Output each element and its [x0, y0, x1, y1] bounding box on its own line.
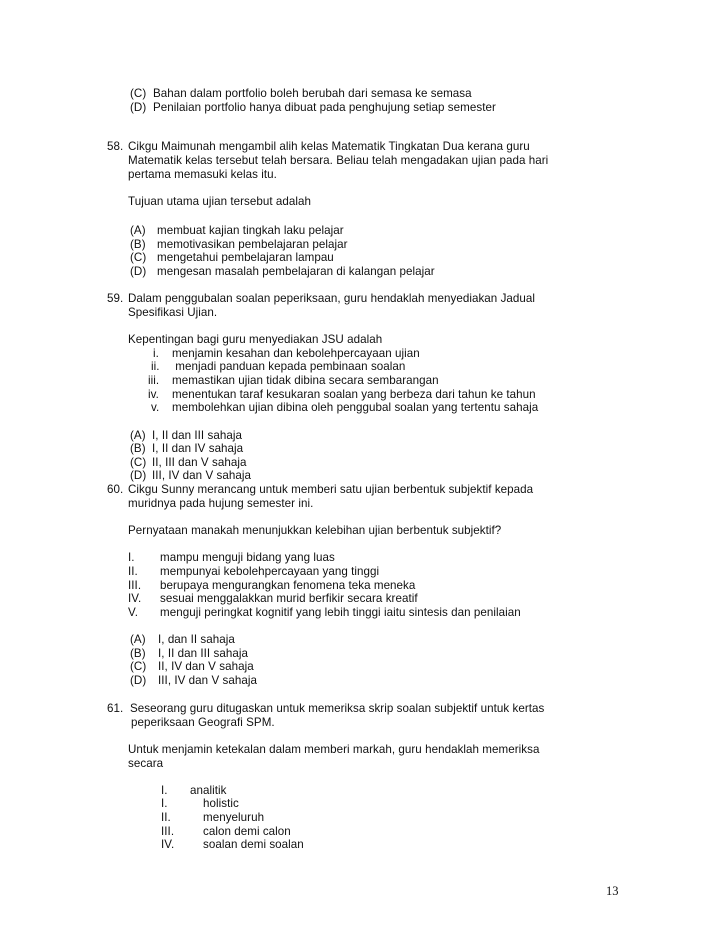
q58-prompt: Tujuan utama ujian tersebut adalah [128, 195, 312, 208]
q61-statement-num: II. [161, 811, 171, 824]
q59-statement-text: menjamin kesahan dan kebolehpercayaan ujian [172, 347, 420, 360]
q61-statement-text: holistic [203, 797, 239, 810]
q60-statement-num: II. [128, 565, 138, 578]
q57-option-label: (D) [130, 101, 147, 114]
q60-option-label: (D) [130, 674, 147, 687]
q60-stem-line: Cikgu Sunny merancang untuk memberi satu ujian berbentuk subjektif kepada [128, 483, 534, 496]
q60-statement-num: V. [128, 606, 138, 619]
q60-statement-text: sesuai menggalakkan murid berfikir secara kreatif [160, 592, 418, 605]
q61-statement-num: IV. [161, 838, 175, 851]
q60-prompt: Pernyataan manakah menunjukkan kelebihan ujian berbentuk subjektif? [128, 524, 502, 537]
q60-option-label: (B) [130, 647, 146, 660]
q60-statement-num: IV. [128, 592, 142, 605]
q59-statement-num: i. [153, 347, 159, 360]
q60-statement-text: mempunyai kebolehpercayaan yang tinggi [160, 565, 380, 578]
q58-option-text: mengetahui pembelajaran lampau [157, 251, 334, 264]
q59-option-text: I, II dan III sahaja [152, 429, 242, 442]
q59-statement-text: membolehkan ujian dibina oleh penggubal soalan yang tertentu sahaja [172, 401, 539, 414]
q61-number: 61. [107, 702, 124, 715]
q57-option-text: Bahan dalam portfolio boleh berubah dari semasa ke semasa [153, 87, 472, 100]
q60-number: 60. [107, 483, 124, 496]
q59-prompt: Kepentingan bagi guru menyediakan JSU adalah [128, 333, 383, 346]
q61-stem-line: Seseorang guru ditugaskan untuk memeriksa skrip soalan subjektif untuk kertas [130, 702, 545, 715]
q59-option-text: I, II dan IV sahaja [152, 442, 244, 455]
q60-option-text: I, dan II sahaja [158, 633, 235, 646]
q59-statement-num: iii. [148, 374, 160, 387]
q61-statement-text: analitik [190, 784, 227, 797]
q59-option-label: (B) [130, 442, 146, 455]
q58-option-text: membuat kajian tingkah laku pelajar [157, 224, 344, 237]
q60-statement-text: menguji peringkat kognitif yang lebih tinggi iaitu sintesis dan penilaian [160, 606, 521, 619]
q58-option-label: (C) [130, 251, 147, 264]
q59-statement-text: memastikan ujian tidak dibina secara sembarangan [172, 374, 439, 387]
q59-statement-num: ii. [151, 360, 160, 373]
q58-option-label: (B) [130, 238, 146, 251]
q59-statement-num: v. [151, 401, 160, 414]
q60-statement-num: I. [128, 551, 135, 564]
q59-option-label: (D) [130, 469, 147, 482]
q60-option-label: (C) [130, 660, 147, 673]
q57-option-text: Penilaian portfolio hanya dibuat pada penghujung setiap semester [153, 101, 496, 114]
q59-number: 59. [107, 292, 124, 305]
q59-statement-num: iv. [148, 388, 159, 401]
q60-statement-text: mampu menguji bidang yang luas [160, 551, 335, 564]
q60-statement-num: III. [128, 579, 142, 592]
q59-stem-line: Dalam penggubalan soalan peperiksaan, guru hendaklah menyediakan Jadual [128, 292, 536, 305]
q58-stem-line: Cikgu Maimunah mengambil alih kelas Matematik Tingkatan Dua kerana guru [128, 140, 530, 153]
q61-prompt-line: Untuk menjamin ketekalan dalam memberi markah, guru hendaklah memeriksa [128, 743, 540, 756]
q60-option-text: III, IV dan V sahaja [158, 674, 257, 687]
q61-statement-text: menyeluruh [203, 811, 265, 824]
q61-statement-num: III. [161, 825, 175, 838]
q58-option-text: mengesan masalah pembelajaran di kalangan pelajar [157, 265, 435, 278]
q60-option-text: II, IV dan V sahaja [158, 660, 254, 673]
q58-number: 58. [107, 140, 124, 153]
q58-stem-line: Matematik kelas tersebut telah bersara. Beliau telah mengadakan ujian pada hari [128, 154, 549, 167]
q60-option-label: (A) [130, 633, 146, 646]
q60-option-text: I, II dan III sahaja [158, 647, 248, 660]
q58-option-label: (A) [130, 224, 146, 237]
page-number: 13 [606, 884, 619, 898]
q59-stem-line: Spesifikasi Ujian. [128, 306, 218, 319]
q61-statement-num: I. [161, 797, 168, 810]
q59-option-text: II, III dan V sahaja [152, 456, 247, 469]
q60-stem-line: muridnya pada hujung semester ini. [128, 497, 314, 510]
q59-statement-text: menentukan taraf kesukaran soalan yang berbeza dari tahun ke tahun [172, 388, 536, 401]
q59-statement-text: menjadi panduan kepada pembinaan soalan [172, 360, 406, 373]
q61-statement-num: I. [161, 784, 168, 797]
q61-prompt-line: secara [128, 757, 164, 770]
q61-stem-line: peperiksaan Geografi SPM. [131, 716, 275, 729]
q57-option-label: (C) [130, 87, 147, 100]
q59-option-label: (A) [130, 429, 146, 442]
q60-statement-text: berupaya mengurangkan fenomena teka meneka [160, 579, 416, 592]
q59-option-label: (C) [130, 456, 147, 469]
q59-option-text: III, IV dan V sahaja [152, 469, 251, 482]
q58-option-text: memotivasikan pembelajaran pelajar [157, 238, 348, 251]
q58-option-label: (D) [130, 265, 147, 278]
q61-statement-text: calon demi calon [203, 825, 291, 838]
q58-stem-line: pertama memasuki kelas itu. [128, 168, 277, 181]
q61-statement-text: soalan demi soalan [203, 838, 304, 851]
